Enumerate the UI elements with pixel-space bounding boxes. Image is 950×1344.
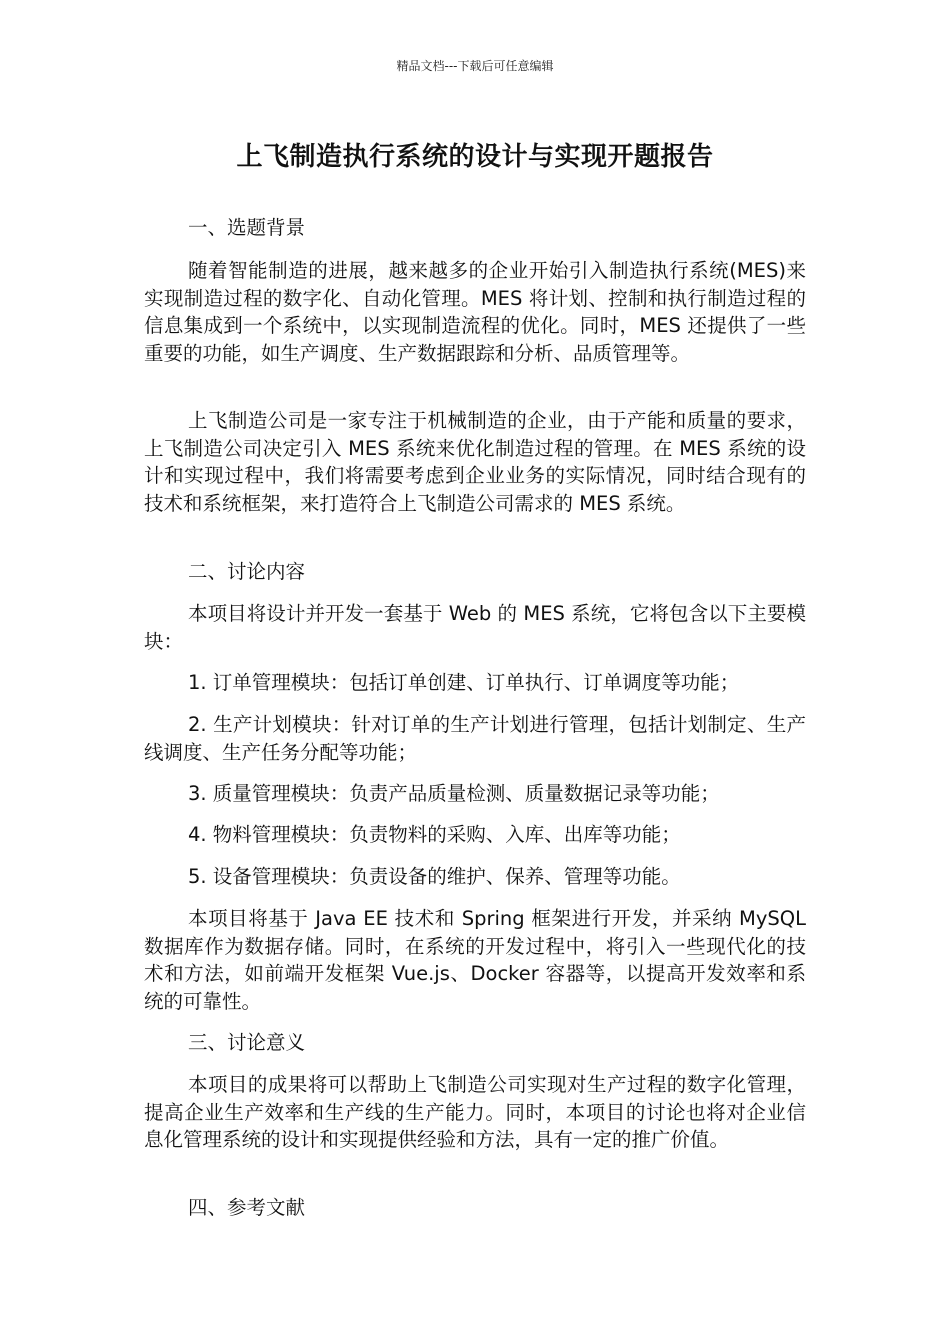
section-heading-text: 二、讨论内容 [188, 560, 306, 583]
paragraph-5 [144, 1071, 806, 1154]
paragraph-text: 本项目将设计并开发一套基于 Web 的 MES 系统，它将包含以下主要模块： [144, 602, 806, 653]
paragraph-4 [144, 905, 806, 1015]
paragraph-text: 本项目的成果将可以帮助上飞制造公司实现对生产过程的数字化管理，提高企业生产效率和生产线的生产能力。同时，本项目的讨论也将对企业信息化管理系统的设计和实现提供经验和方法，具有一定的推广价值。 [144, 1073, 806, 1151]
section-heading-text: 一、选题背景 [188, 216, 306, 239]
section-heading-1 [144, 214, 806, 242]
section-heading-text: 三、讨论意义 [188, 1031, 306, 1054]
paragraph-text: 上飞制造公司是一家专注于机械制造的企业，由于产能和质量的要求，上飞制造公司决定引入 MES 系统来优化制造过程的管理。在 MES 系统的设计和实现过程中，我们将需要考虑到企业业务的实际情况，同时结合现有的技术和系统框架，来打造符合上飞制造公司需求的 MES 系统。 [144, 409, 806, 515]
paragraph-text: 本项目将基于 Java EE 技术和 Spring 框架进行开发，并采纳 MySQL 数据库作为数据存储。同时，在系统的开发过程中，将引入一些现代化的技术和方法，如前端开发框架 Vue.js、Docker 容器等，以提高开发效率和系统的可靠性。 [144, 907, 806, 1013]
list-item-5 [144, 863, 806, 891]
list-item-3 [144, 780, 806, 808]
paragraph-3 [144, 600, 806, 655]
list-item-text: 4. 物料管理模块：负责物料的采购、入库、出库等功能； [188, 823, 681, 846]
section-heading-3 [144, 1029, 806, 1057]
list-item-4 [144, 821, 806, 849]
paragraph-text: 随着智能制造的进展，越来越多的企业开始引入制造执行系统(MES)来实现制造过程的数字化、自动化管理。MES 将计划、控制和执行制造过程的信息集成到一个系统中，以实现制造流程的优化。同时，MES 还提供了一些重要的功能，如生产调度、生产数据跟踪和分析、品质管理等。 [144, 259, 806, 365]
list-item-text: 2. 生产计划模块：针对订单的生产计划进行管理，包括计划制定、生产线调度、生产任务分配等功能； [144, 713, 806, 764]
document-title: 上飞制造执行系统的设计与实现开题报告 [236, 142, 714, 172]
page-header: 精品文档---下载后可任意编辑 [396, 59, 554, 73]
list-item-2 [144, 711, 806, 766]
list-item-text: 3. 质量管理模块：负责产品质量检测、质量数据记录等功能； [188, 782, 720, 805]
paragraph-2 [144, 407, 806, 517]
section-heading-2 [144, 558, 806, 586]
section-heading-4 [144, 1194, 806, 1222]
section-heading-text: 四、参考文献 [188, 1196, 306, 1219]
list-item-1 [144, 669, 806, 697]
list-item-text: 1. 订单管理模块：包括订单创建、订单执行、订单调度等功能； [188, 671, 740, 694]
list-item-text: 5. 设备管理模块：负责设备的维护、保养、管理等功能。 [188, 865, 681, 888]
paragraph-1 [144, 257, 806, 367]
